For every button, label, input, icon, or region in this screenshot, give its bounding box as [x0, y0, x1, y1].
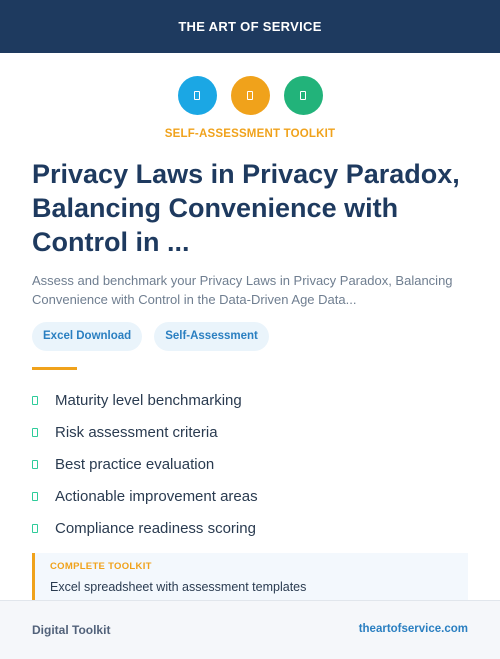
checkbox-icon: [32, 396, 38, 405]
checkbox-icon: [32, 460, 38, 469]
page-title: Privacy Laws in Privacy Paradox, Balancing Convenience with Control in ...: [32, 159, 460, 257]
tag-list: [32, 322, 269, 351]
list-item: [32, 480, 258, 512]
checkbox-icon: [32, 492, 38, 501]
footer: [0, 600, 500, 659]
feature-label: Compliance readiness scoring: [55, 519, 256, 537]
feature-label: Risk assessment criteria: [55, 423, 218, 441]
tag-self-assessment: Self-Assessment: [154, 322, 269, 351]
document-icon: [178, 76, 217, 115]
feature-label: Actionable improvement areas: [55, 487, 258, 505]
document-icon: [284, 76, 323, 115]
page-subtitle: Assess and benchmark your Privacy Laws in Privacy Paradox, Balancing Convenience with Control in the Data-Driven Age Data...: [32, 273, 453, 307]
header-banner: [0, 0, 500, 53]
toolkit-label: COMPLETE TOOLKIT: [50, 561, 152, 572]
list-item: [32, 448, 258, 480]
checkbox-icon: [32, 428, 38, 437]
accent-divider: [32, 367, 77, 370]
brand-name: THE ART OF SERVICE: [178, 19, 322, 34]
toolkit-callout: [32, 553, 468, 600]
footer-label: Digital Toolkit: [32, 623, 111, 637]
feature-label: Maturity level benchmarking: [55, 391, 242, 409]
website-link[interactable]: theartofservice.com: [358, 623, 468, 635]
icon-row: [0, 76, 500, 115]
document-icon: [231, 76, 270, 115]
list-item: [32, 416, 258, 448]
eyebrow-label: SELF-ASSESSMENT TOOLKIT: [164, 128, 336, 140]
tag-excel-download: Excel Download: [32, 322, 142, 351]
list-item: [32, 384, 258, 416]
feature-label: Best practice evaluation: [55, 455, 215, 473]
list-item: [32, 512, 258, 544]
toolkit-description: Excel spreadsheet with assessment templates: [50, 580, 307, 594]
feature-list: [32, 384, 258, 544]
checkbox-icon: [32, 524, 38, 533]
